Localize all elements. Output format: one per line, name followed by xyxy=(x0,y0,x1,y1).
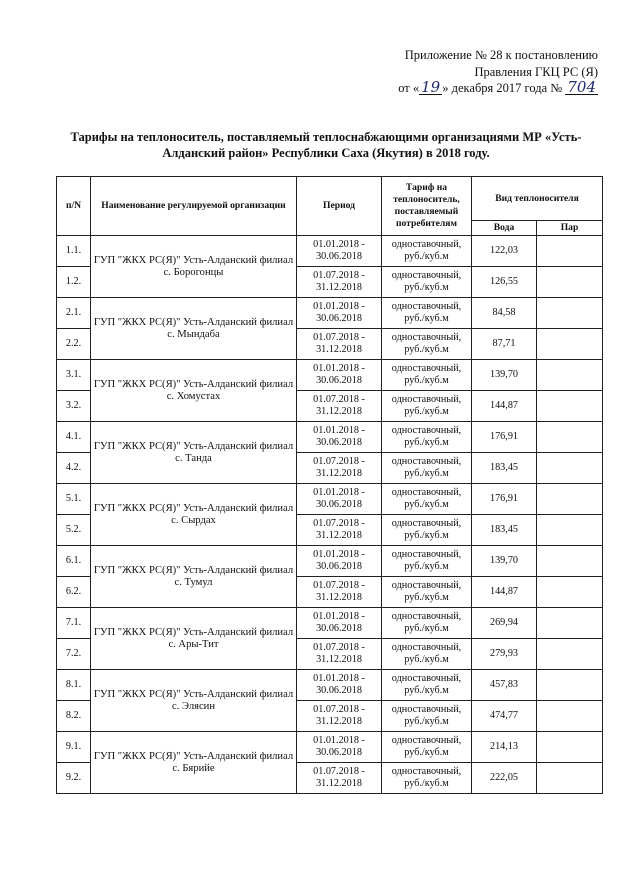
organization-name: ГУП "ЖКХ РС(Я)" Усть-Алданский филиал с. Тумул xyxy=(91,546,297,608)
organization-name: ГУП "ЖКХ РС(Я)" Усть-Алданский филиал с. Хомустах xyxy=(91,360,297,422)
steam-value-cell xyxy=(537,763,603,794)
water-value-cell: 474,77 xyxy=(472,701,537,732)
header-authority-line: Правления ГКЦ РС (Я) xyxy=(474,64,598,79)
period-cell: 01.01.2018 - 30.06.2018 xyxy=(297,422,382,453)
steam-value-cell xyxy=(537,267,603,298)
row-number: 5.1. xyxy=(57,484,91,515)
period-cell: 01.07.2018 - 31.12.2018 xyxy=(297,701,382,732)
steam-value-cell xyxy=(537,670,603,701)
steam-value-cell xyxy=(537,608,603,639)
water-value-cell: 214,13 xyxy=(472,732,537,763)
organization-name: ГУП "ЖКХ РС(Я)" Усть-Алданский филиал с. Элясин xyxy=(91,670,297,732)
row-number: 9.1. xyxy=(57,732,91,763)
period-cell: 01.07.2018 - 31.12.2018 xyxy=(297,329,382,360)
tariff-type-cell: одноставочный, руб./куб.м xyxy=(382,298,472,329)
period-cell: 01.07.2018 - 31.12.2018 xyxy=(297,763,382,794)
tariff-type-cell: одноставочный, руб./куб.м xyxy=(382,422,472,453)
row-number: 5.2. xyxy=(57,515,91,546)
steam-value-cell xyxy=(537,546,603,577)
period-cell: 01.07.2018 - 31.12.2018 xyxy=(297,391,382,422)
tariff-type-cell: одноставочный, руб./куб.м xyxy=(382,484,472,515)
col-header-org: Наименование регулируемой организации xyxy=(91,177,297,236)
col-header-type: Вид теплоносителя xyxy=(472,177,603,221)
table-row xyxy=(57,298,603,329)
water-value-cell: 183,45 xyxy=(472,453,537,484)
tariff-type-cell: одноставочный, руб./куб.м xyxy=(382,267,472,298)
water-value-cell: 139,70 xyxy=(472,360,537,391)
tariff-type-cell: одноставочный, руб./куб.м xyxy=(382,515,472,546)
period-cell: 01.01.2018 - 30.06.2018 xyxy=(297,608,382,639)
table-body xyxy=(57,236,603,794)
row-number: 6.1. xyxy=(57,546,91,577)
row-number: 9.2. xyxy=(57,763,91,794)
period-cell: 01.01.2018 - 30.06.2018 xyxy=(297,236,382,267)
col-header-steam: Пар xyxy=(537,221,603,236)
water-value-cell: 126,55 xyxy=(472,267,537,298)
steam-value-cell xyxy=(537,577,603,608)
tariff-type-cell: одноставочный, руб./куб.м xyxy=(382,360,472,391)
water-value-cell: 279,93 xyxy=(472,639,537,670)
period-cell: 01.01.2018 - 30.06.2018 xyxy=(297,360,382,391)
water-value-cell: 176,91 xyxy=(472,484,537,515)
organization-name: ГУП "ЖКХ РС(Я)" Усть-Алданский филиал с. Мындаба xyxy=(91,298,297,360)
header-date-line xyxy=(338,80,598,97)
tariff-type-cell: одноставочный, руб./куб.м xyxy=(382,329,472,360)
steam-value-cell xyxy=(537,329,603,360)
water-value-cell: 139,70 xyxy=(472,546,537,577)
period-cell: 01.07.2018 - 31.12.2018 xyxy=(297,639,382,670)
steam-value-cell xyxy=(537,701,603,732)
header-annex-line: Приложение № 28 к постановлению xyxy=(404,48,598,62)
tariff-type-cell: одноставочный, руб./куб.м xyxy=(382,453,472,484)
row-number: 1.1. xyxy=(57,236,91,267)
period-cell: 01.07.2018 - 31.12.2018 xyxy=(297,267,382,298)
table-row xyxy=(57,360,603,391)
table-row xyxy=(57,608,603,639)
water-value-cell: 222,05 xyxy=(472,763,537,794)
row-number: 3.2. xyxy=(57,391,91,422)
water-value-cell: 457,83 xyxy=(472,670,537,701)
row-number: 8.2. xyxy=(57,701,91,732)
tariff-type-cell: одноставочный, руб./куб.м xyxy=(382,391,472,422)
date-prefix: от « xyxy=(398,81,420,95)
water-value-cell: 183,45 xyxy=(472,515,537,546)
period-cell: 01.07.2018 - 31.12.2018 xyxy=(297,515,382,546)
col-header-water: Вода xyxy=(472,221,537,236)
period-cell: 01.01.2018 - 30.06.2018 xyxy=(297,732,382,763)
steam-value-cell xyxy=(537,360,603,391)
row-number: 1.2. xyxy=(57,267,91,298)
period-cell: 01.01.2018 - 30.06.2018 xyxy=(297,670,382,701)
handwritten-number: 704 xyxy=(567,78,596,96)
tariff-type-cell: одноставочный, руб./куб.м xyxy=(382,608,472,639)
steam-value-cell xyxy=(537,422,603,453)
col-header-tariff: Тариф на теплоноситель, поставляемый потребителям xyxy=(382,177,472,236)
organization-name: ГУП "ЖКХ РС(Я)" Усть-Алданский филиал с. Борогонцы xyxy=(91,236,297,298)
row-number: 2.1. xyxy=(57,298,91,329)
document-title: Тарифы на теплоноситель, поставляемый теплоснабжающими организациями МР «Усть-Алданский район» Республики Саха (Якутия) в 2018 году. xyxy=(70,130,582,160)
handwritten-day: 19 xyxy=(421,78,441,96)
organization-name: ГУП "ЖКХ РС(Я)" Усть-Алданский филиал с. Ары-Тит xyxy=(91,608,297,670)
row-number: 3.1. xyxy=(57,360,91,391)
tariff-table xyxy=(56,176,603,794)
organization-name: ГУП "ЖКХ РС(Я)" Усть-Алданский филиал с. Танда xyxy=(91,422,297,484)
period-cell: 01.01.2018 - 30.06.2018 xyxy=(297,546,382,577)
table-row xyxy=(57,236,603,267)
water-value-cell: 176,91 xyxy=(472,422,537,453)
water-value-cell: 122,03 xyxy=(472,236,537,267)
steam-value-cell xyxy=(537,639,603,670)
organization-name: ГУП "ЖКХ РС(Я)" Усть-Алданский филиал с. Бярийе xyxy=(91,732,297,794)
table-row xyxy=(57,546,603,577)
row-number: 6.2. xyxy=(57,577,91,608)
row-number: 7.1. xyxy=(57,608,91,639)
steam-value-cell xyxy=(537,236,603,267)
row-number: 7.2. xyxy=(57,639,91,670)
water-value-cell: 144,87 xyxy=(472,577,537,608)
period-cell: 01.07.2018 - 31.12.2018 xyxy=(297,453,382,484)
row-number: 4.2. xyxy=(57,453,91,484)
period-cell: 01.01.2018 - 30.06.2018 xyxy=(297,298,382,329)
date-middle: » декабря 2017 года № xyxy=(442,81,563,95)
row-number: 4.1. xyxy=(57,422,91,453)
water-value-cell: 84,58 xyxy=(472,298,537,329)
tariff-type-cell: одноставочный, руб./куб.м xyxy=(382,701,472,732)
row-number: 2.2. xyxy=(57,329,91,360)
tariff-type-cell: одноставочный, руб./куб.м xyxy=(382,732,472,763)
tariff-type-cell: одноставочный, руб./куб.м xyxy=(382,670,472,701)
table-row xyxy=(57,422,603,453)
steam-value-cell xyxy=(537,298,603,329)
period-cell: 01.01.2018 - 30.06.2018 xyxy=(297,484,382,515)
steam-value-cell xyxy=(537,732,603,763)
tariff-type-cell: одноставочный, руб./куб.м xyxy=(382,236,472,267)
row-number: 8.1. xyxy=(57,670,91,701)
tariff-type-cell: одноставочный, руб./куб.м xyxy=(382,639,472,670)
steam-value-cell xyxy=(537,453,603,484)
water-value-cell: 87,71 xyxy=(472,329,537,360)
period-cell: 01.07.2018 - 31.12.2018 xyxy=(297,577,382,608)
steam-value-cell xyxy=(537,391,603,422)
organization-name: ГУП "ЖКХ РС(Я)" Усть-Алданский филиал с. Сырдах xyxy=(91,484,297,546)
document-header xyxy=(338,47,598,97)
col-header-period: Период xyxy=(297,177,382,236)
table-row xyxy=(57,670,603,701)
col-header-num: п/N xyxy=(57,177,91,236)
tariff-type-cell: одноставочный, руб./куб.м xyxy=(382,763,472,794)
table-row xyxy=(57,732,603,763)
water-value-cell: 269,94 xyxy=(472,608,537,639)
tariff-type-cell: одноставочный, руб./куб.м xyxy=(382,546,472,577)
table-row xyxy=(57,484,603,515)
steam-value-cell xyxy=(537,484,603,515)
water-value-cell: 144,87 xyxy=(472,391,537,422)
steam-value-cell xyxy=(537,515,603,546)
tariff-type-cell: одноставочный, руб./куб.м xyxy=(382,577,472,608)
